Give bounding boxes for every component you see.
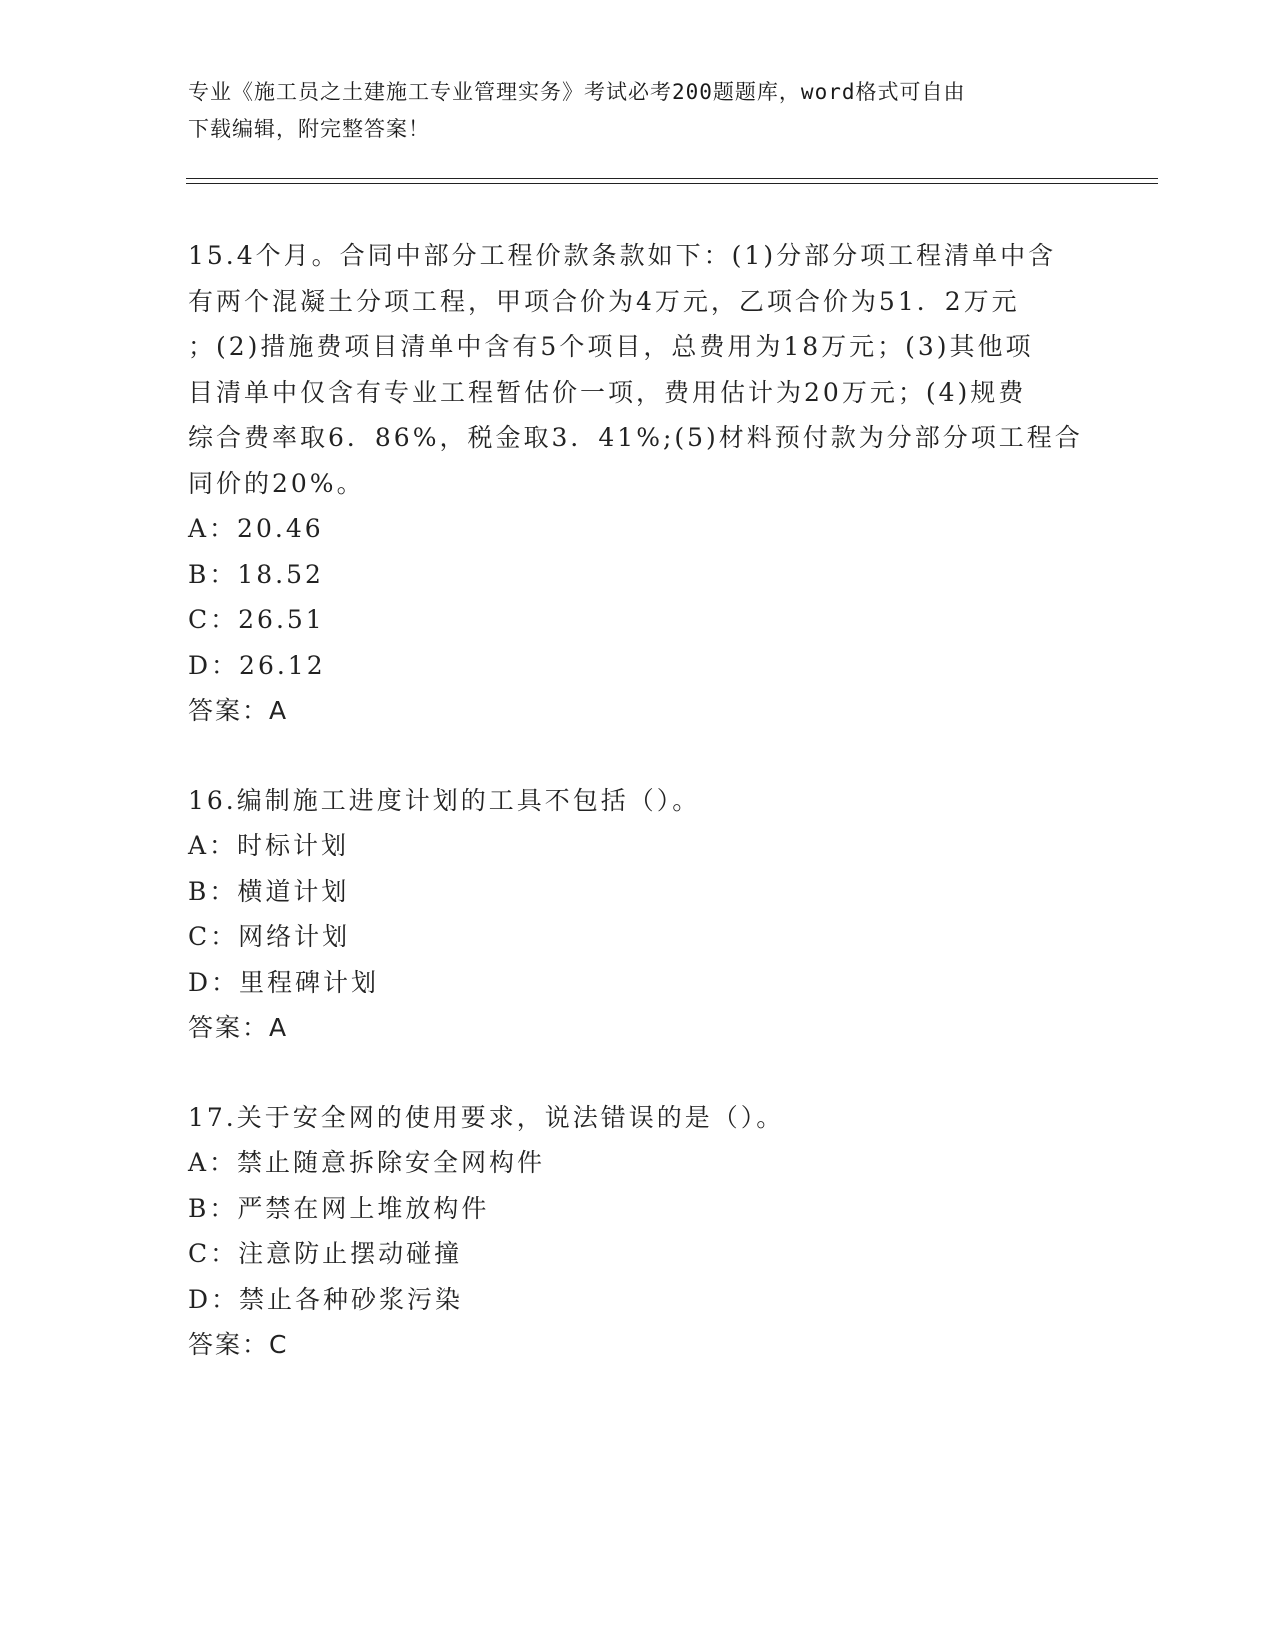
option-a: A：禁止随意拆除安全网构件: [188, 1148, 546, 1177]
option-b: B：18.52: [188, 559, 324, 589]
option-b: B：横道计划: [188, 876, 350, 906]
answer: 答案：C: [188, 1330, 289, 1359]
header-line-2: 下载编辑，附完整答案！: [188, 117, 430, 141]
stem-line: 同价的20%。: [188, 468, 365, 498]
question-16: [188, 778, 1088, 1051]
option-d: D：里程碑计划: [188, 967, 380, 997]
question-stem: [188, 778, 1088, 824]
question-stem: [188, 233, 1088, 506]
header-rule-top: [186, 178, 1158, 179]
stem-line: ；(2)措施费项目清单中含有5个项目，总费用为18万元；(3)其他项: [188, 332, 1034, 361]
spacer: [188, 1051, 1088, 1095]
question-stem: [188, 1095, 1088, 1141]
stem-line: 17.关于安全网的使用要求，说法错误的是（）。: [188, 1102, 785, 1132]
stem-line: 15.4个月。合同中部分工程价款条款如下：(1)分部分项工程清单中含: [188, 241, 1057, 270]
question-list: [188, 233, 1088, 1368]
header-line-1: 专业《施工员之土建施工专业管理实务》考试必考200题题库，word格式可自由: [188, 80, 966, 104]
option-c: C：网络计划: [188, 922, 351, 951]
answer: 答案：A: [188, 1013, 289, 1042]
option-a: A：20.46: [188, 514, 324, 543]
option-d: D：26.12: [188, 650, 326, 680]
option-d: D：禁止各种砂浆污染: [188, 1284, 464, 1314]
header-rule-bottom: [186, 183, 1158, 184]
option-b: B：严禁在网上堆放构件: [188, 1193, 490, 1223]
document-header: [188, 74, 1068, 148]
stem-line: 综合费率取6．86%，税金取3．41%;(5)材料预付款为分部分项工程合: [188, 423, 1083, 452]
option-c: C：注意防止摆动碰撞: [188, 1239, 463, 1268]
option-a: A：时标计划: [188, 831, 350, 860]
stem-line: 有两个混凝土分项工程，甲项合价为4万元，乙项合价为51．2万元: [188, 286, 1020, 316]
option-c: C：26.51: [188, 605, 325, 634]
stem-line: 目清单中仅含有专业工程暂估价一项，费用估计为20万元；(4)规费: [188, 377, 1027, 407]
spacer: [188, 734, 1088, 778]
stem-line: 16.编制施工进度计划的工具不包括（）。: [188, 785, 701, 815]
answer: 答案：A: [188, 696, 289, 725]
question-15: [188, 233, 1088, 734]
question-17: [188, 1095, 1088, 1368]
